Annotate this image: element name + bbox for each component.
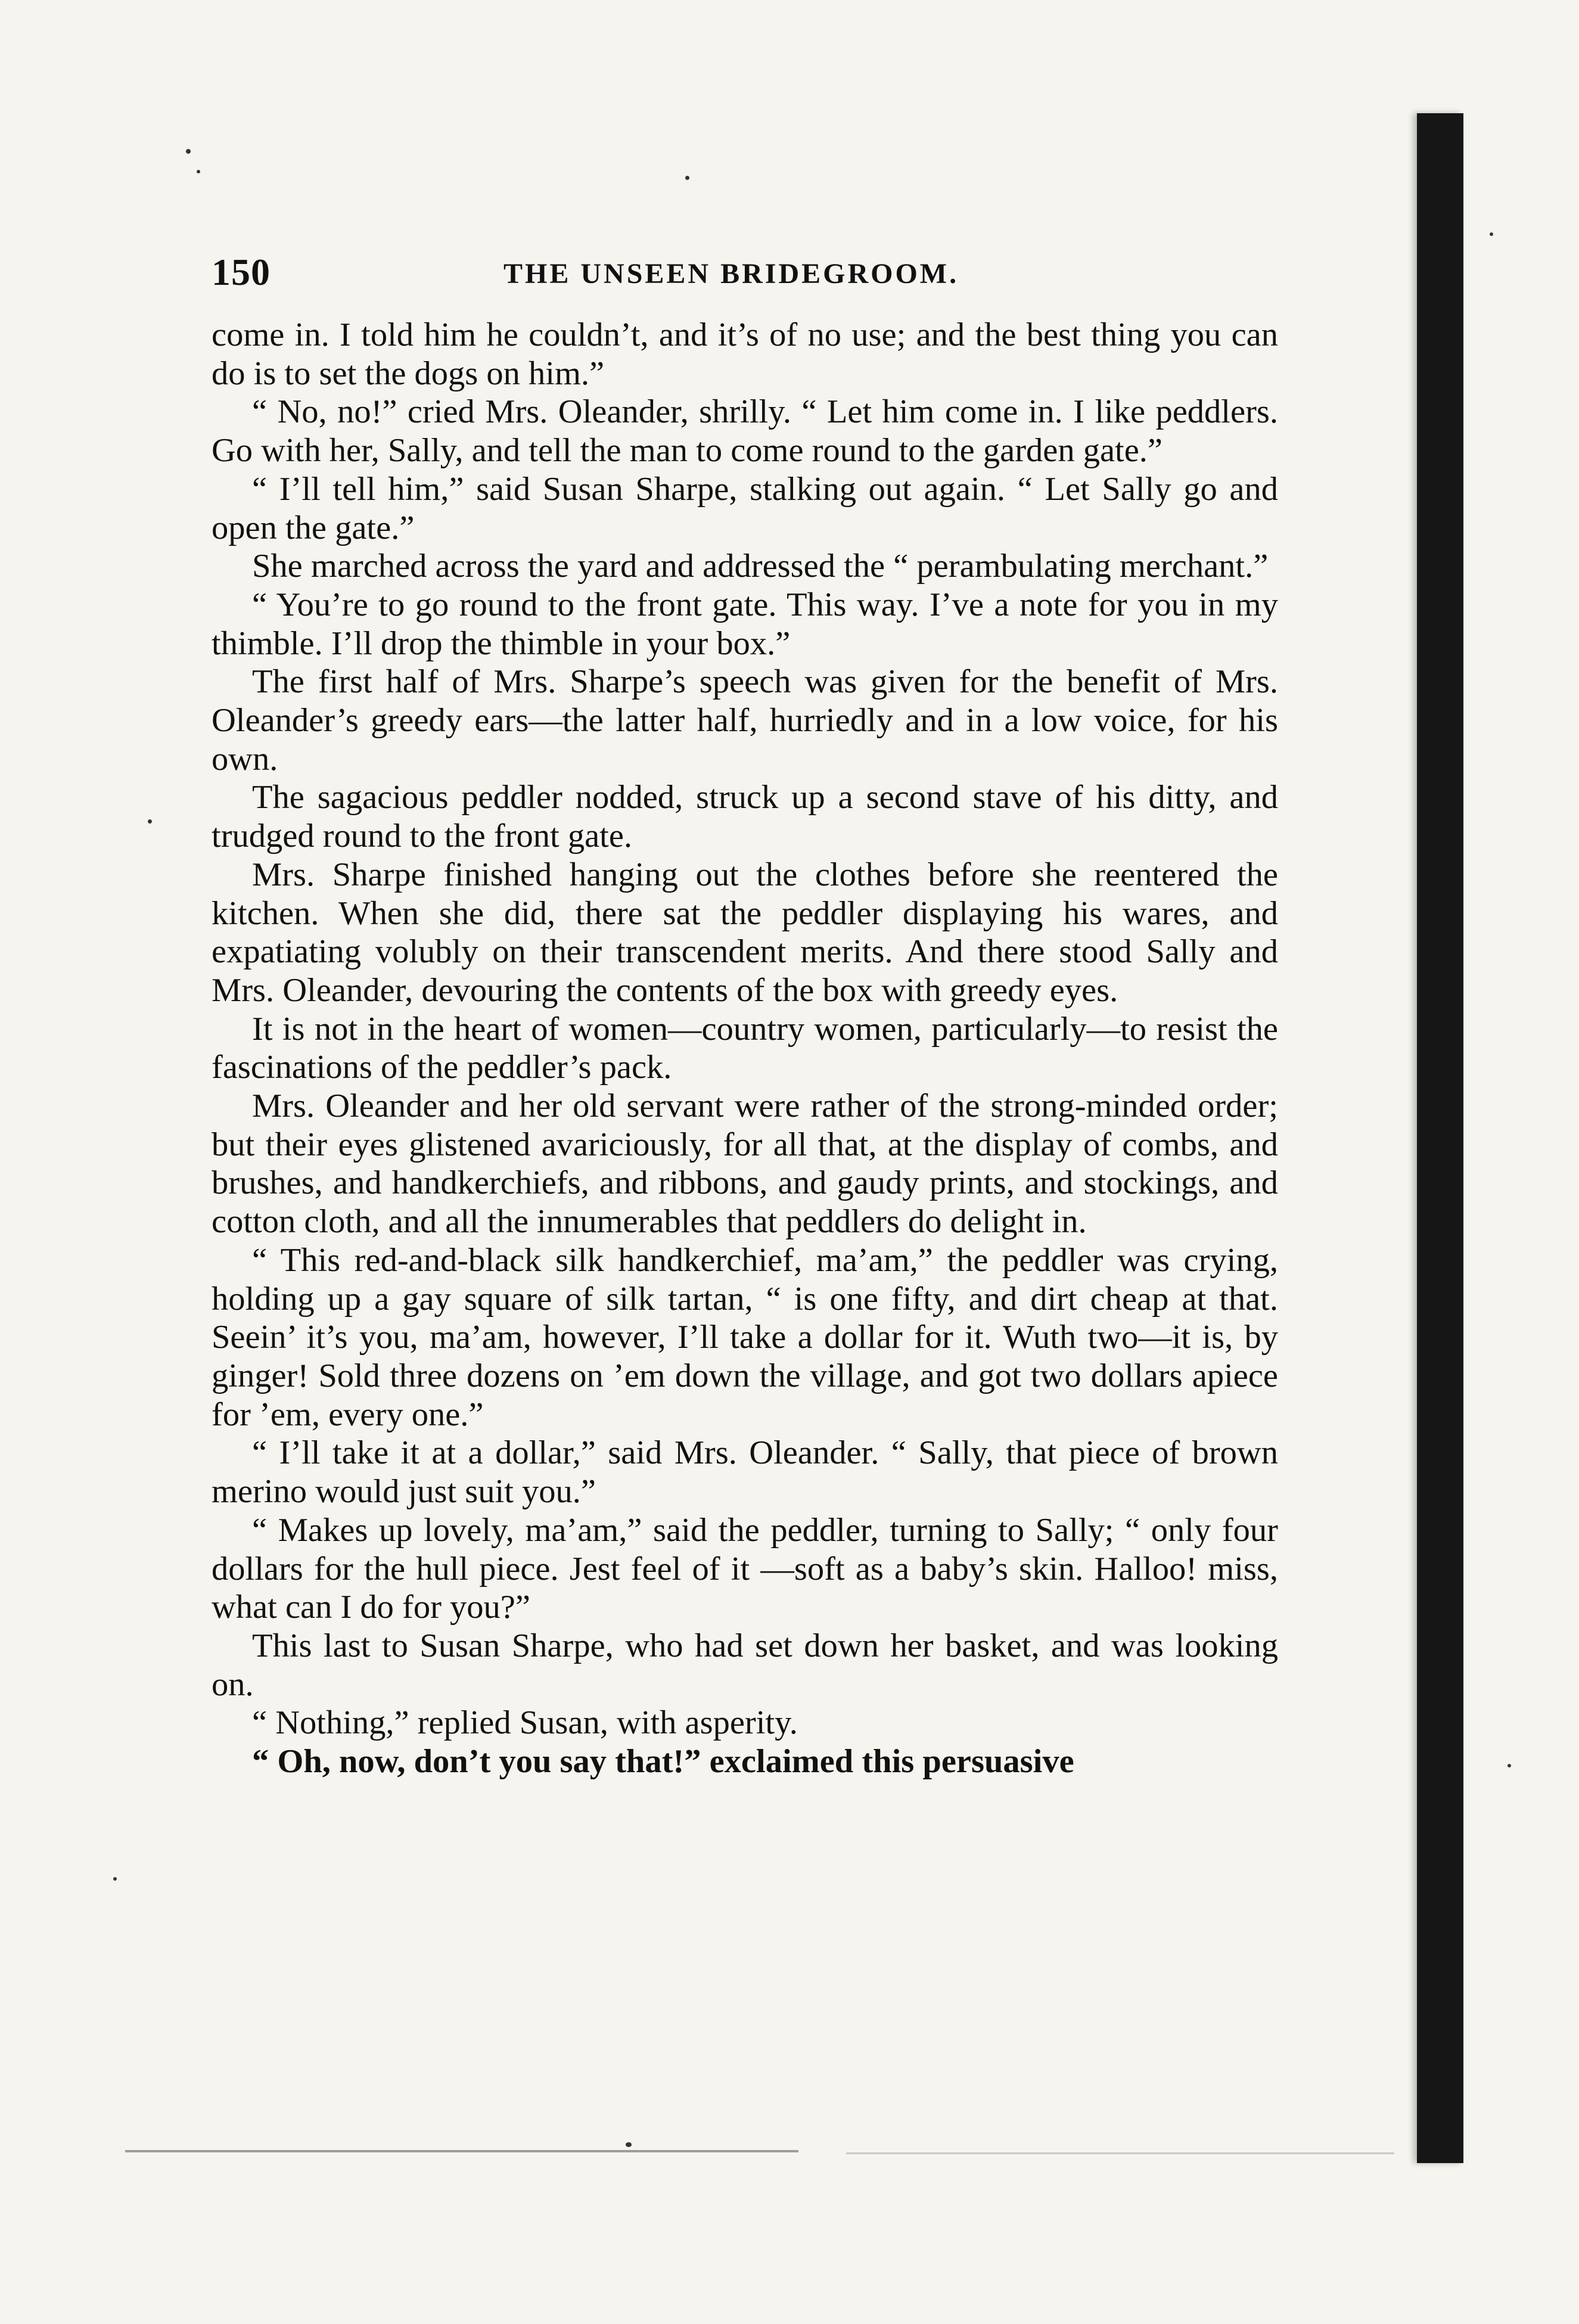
- body-text: [212, 316, 1278, 1781]
- scan-speck: [1507, 1764, 1511, 1767]
- paragraph: “ No, no!” cried Mrs. Oleander, shrilly. “ Let him come in. I like peddlers. Go with her, Sally, and tell the man to come round to the garden gate.”: [212, 393, 1278, 470]
- scan-speck: [685, 176, 689, 180]
- paragraph: The first half of Mrs. Sharpe’s speech was given for the benefit of Mrs. Oleander’s greedy ears—the latter half, hurriedly and in a low voice, for his own.: [212, 663, 1278, 778]
- scan-speck: [626, 2142, 632, 2147]
- paragraph: “ Oh, now, don’t you say that!” exclaimed this persuasive: [252, 1743, 1074, 1781]
- scan-speck: [197, 170, 200, 173]
- bottom-scan-rule: [846, 2152, 1394, 2154]
- paragraph: Mrs. Sharpe finished hanging out the clothes before she reentered the kitchen. When she did, there sat the peddler displaying his wares, and expatiating volubly on their transcendent merits. And there stood Sally and Mrs. Oleander, devouring the contents of the box with greedy eyes.: [212, 856, 1278, 1009]
- page-number: 150: [212, 251, 271, 293]
- paragraph: come in. I told him he couldn’t, and it’s of no use; and the best thing you can do is to set the dogs on him.”: [212, 316, 1278, 392]
- page-header: [212, 250, 1290, 304]
- paragraph: “ You’re to go round to the front gate. This way. I’ve a note for you in my thimble. I’ll drop the thimble in your box.”: [212, 586, 1278, 662]
- running-title: THE UNSEEN BRIDEGROOM.: [503, 258, 959, 290]
- paragraph: The sagacious peddler nodded, struck up a second stave of his ditty, and trudged round to the front gate.: [212, 779, 1278, 855]
- paragraph: This last to Susan Sharpe, who had set down her basket, and was looking on.: [212, 1627, 1278, 1703]
- scan-speck: [113, 1877, 117, 1881]
- paragraph: “ This red-and-black silk handkerchief, ma’am,” the peddler was crying, holding up a gay square of silk tartan, “ is one fifty, and dirt cheap at that. Seein’ it’s you, ma’am, however, I’ll take a dollar for it. Wuth two—it is, by ginger! Sold three dozens on ’em down the village, and got two dollars apiece for ’em, every one.”: [212, 1241, 1278, 1433]
- paragraph: “ Nothing,” replied Susan, with asperity.: [252, 1704, 798, 1742]
- scan-speck: [186, 149, 191, 154]
- binding-edge-shadow: [1417, 113, 1463, 2163]
- bottom-scan-rule: [125, 2150, 798, 2152]
- paragraph: “ I’ll tell him,” said Susan Sharpe, stalking out again. “ Let Sally go and open the gate.”: [212, 470, 1278, 546]
- paragraph: She marched across the yard and addressed the “ perambulating merchant.”: [252, 548, 1269, 585]
- paragraph: Mrs. Oleander and her old servant were rather of the strong-minded order; but their eyes glistened avariciously, for all that, at the display of combs, and brushes, and handkerchiefs, and ribbons, and gaudy prints, and stockings, and cotton cloth, and all the innumerables that peddlers do delight in.: [212, 1088, 1278, 1241]
- paragraph: It is not in the heart of women—country women, particularly—to resist the fascinations of the peddler’s pack.: [212, 1010, 1278, 1086]
- scan-speck: [148, 819, 152, 824]
- scan-speck: [1490, 232, 1493, 236]
- paragraph: “ I’ll take it at a dollar,” said Mrs. Oleander. “ Sally, that piece of brown merino would just suit you.”: [212, 1434, 1278, 1511]
- paragraph: “ Makes up lovely, ma’am,” said the peddler, turning to Sally; “ only four dollars for the hull piece. Jest feel of it —soft as a baby’s skin. Halloo! miss, what can I do for you?”: [212, 1511, 1278, 1626]
